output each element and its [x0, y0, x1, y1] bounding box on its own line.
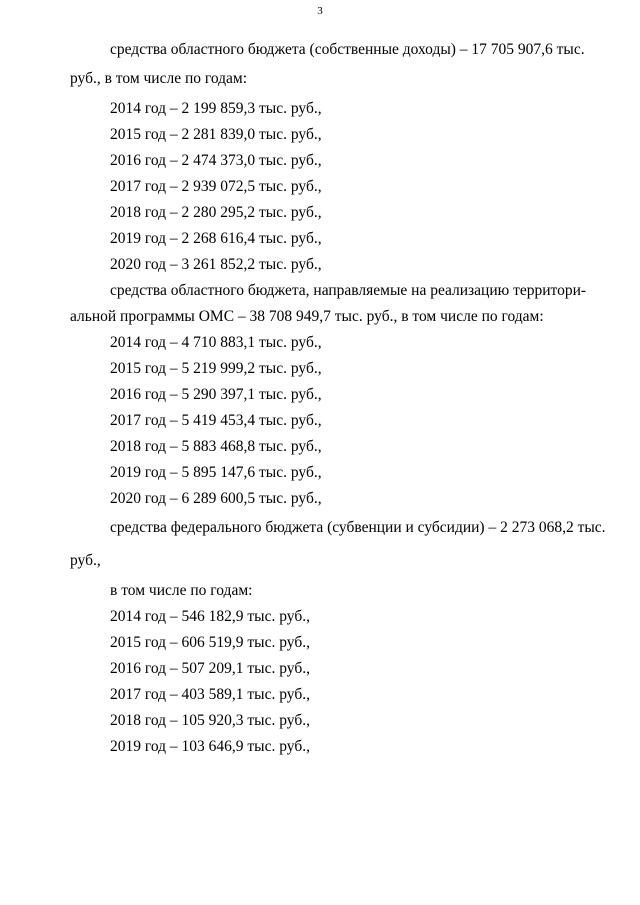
year-line: 2016 год – 507 209,1 тыс. руб., [110, 660, 310, 677]
year-line: 2019 год – 5 895 147,6 тыс. руб., [110, 464, 322, 481]
paragraph-federal-line-3: в том числе по годам: [110, 582, 253, 599]
year-line: 2014 год – 4 710 883,1 тыс. руб., [110, 334, 322, 351]
year-line: 2016 год – 5 290 397,1 тыс. руб., [110, 386, 322, 403]
page-number: 3 [317, 5, 323, 17]
paragraph-federal-line-1: средства федерального бюджета (субвенции и субсидии) – 2 273 068,2 тыс. [110, 519, 606, 536]
year-line: 2017 год – 2 939 072,5 тыс. руб., [110, 178, 322, 195]
year-line: 2014 год – 546 182,9 тыс. руб., [110, 608, 310, 625]
year-line: 2016 год – 2 474 373,0 тыс. руб., [110, 152, 322, 169]
year-line: 2017 год – 5 419 453,4 тыс. руб., [110, 412, 322, 429]
year-line: 2019 год – 2 268 616,4 тыс. руб., [110, 230, 322, 247]
year-line: 2014 год – 2 199 859,3 тыс. руб., [110, 100, 322, 117]
year-line: 2020 год – 3 261 852,2 тыс. руб., [110, 256, 322, 273]
year-line: 2018 год – 105 920,3 тыс. руб., [110, 712, 310, 729]
year-line: 2017 год – 403 589,1 тыс. руб., [110, 686, 310, 703]
paragraph-regional-oms-line-1: средства областного бюджета, направляемые на реализацию территори- [110, 282, 587, 299]
year-line: 2015 год – 5 219 999,2 тыс. руб., [110, 360, 322, 377]
document-body [70, 37, 610, 760]
paragraph-regional-own-line-1: средства областного бюджета (собственные доходы) – 17 705 907,6 тыс. [110, 41, 585, 58]
paragraph-regional-own-line-2: руб., в том числе по годам: [70, 70, 248, 87]
year-line: 2018 год – 2 280 295,2 тыс. руб., [110, 204, 322, 221]
paragraph-federal-line-2: руб., [70, 552, 101, 569]
year-line: 2020 год – 6 289 600,5 тыс. руб., [110, 490, 322, 507]
paragraph-regional-oms-line-2: альной программы ОМС – 38 708 949,7 тыс. руб., в том числе по годам: [70, 308, 544, 325]
year-line: 2015 год – 606 519,9 тыс. руб., [110, 634, 310, 651]
year-line: 2015 год – 2 281 839,0 тыс. руб., [110, 126, 322, 143]
year-line: 2018 год – 5 883 468,8 тыс. руб., [110, 438, 322, 455]
year-line: 2019 год – 103 646,9 тыс. руб., [110, 738, 310, 755]
